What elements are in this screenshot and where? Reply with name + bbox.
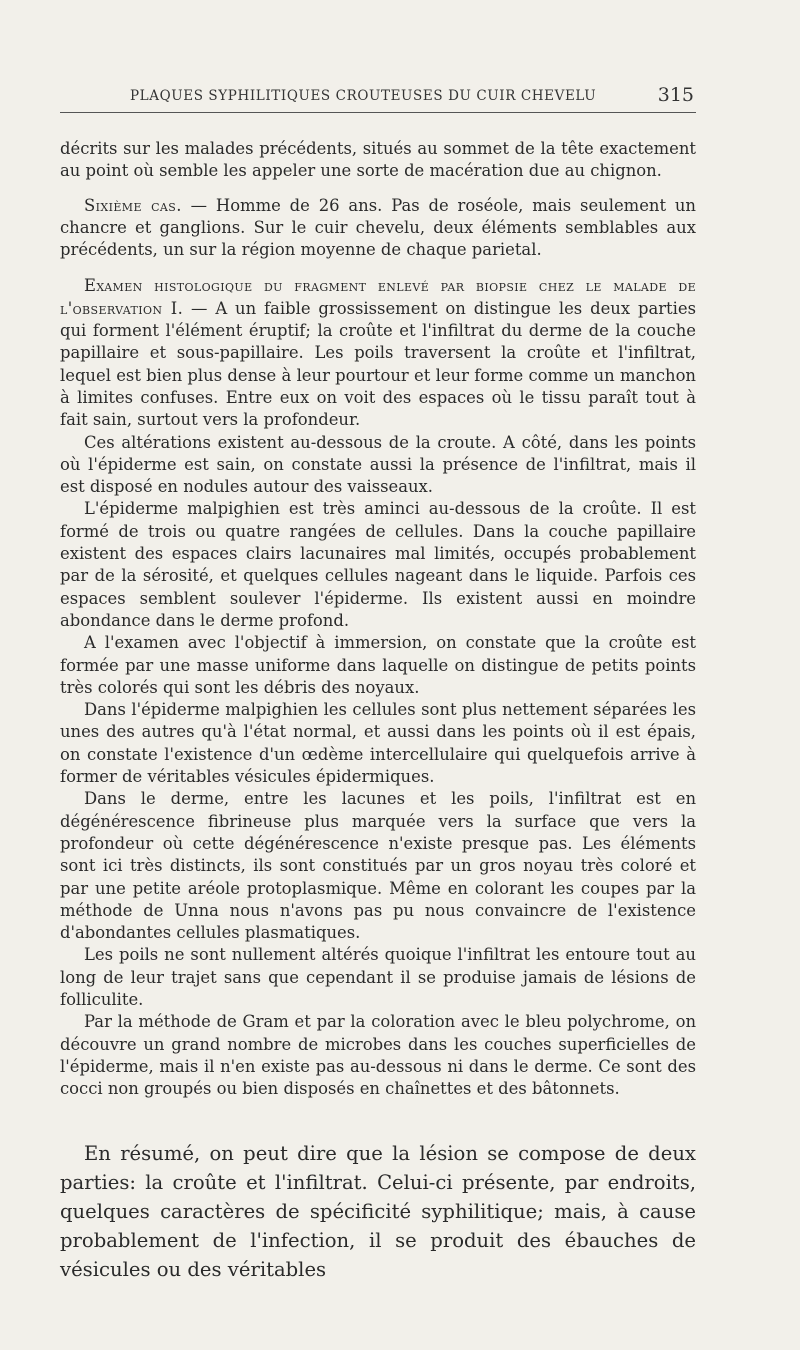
running-title: PLAQUES SYPHILITIQUES CROUTEUSES DU CUIR CHEVELU	[130, 88, 597, 104]
paragraph: L'épiderme malpighien est très aminci au-dessous de la croûte. Il est formé de trois ou quatre rangées de cellules. Dans la couche papillaire existent des espaces clairs lacunaires mal limités, occupés probablement par de la sérosité, et quelques cellules nageant dans le liquide. Parfois ces espaces semblent soulever l'épiderme. Ils existent aussi en moindre abondance dans le derme profond.	[60, 499, 696, 630]
case-label: Sixième cas.	[84, 195, 182, 215]
paragraph: Par la méthode de Gram et par la coloration avec le bleu polychrome, on découvre un grand nombre de microbes dans les couches superficielles de l'épiderme, mais il n'en existe pas au-dessous ni dans le derme. Ce sont des cocci non groupés ou bien disposés en chaînettes et des bâtonnets.	[60, 1012, 696, 1099]
paragraph: Les poils ne sont nullement altérés quoique l'infiltrat les entoure tout au long de leur trajet sans que cependant il se produise jamais de lésions de folliculite.	[60, 945, 696, 1009]
case-text: — Homme de 26 ans. Pas de roséole, mais seulement un chancre et ganglions. Sur le cuir chevelu, deux éléments semblables aux précédents, un sur la région moyenne de chaque parietal.	[60, 195, 696, 260]
summary-text	[60, 1139, 696, 1284]
page-number: 315	[657, 84, 694, 106]
section-label: Examen histologique du fragment enlevé par biopsie chez le malade de l'observation I.	[60, 276, 696, 318]
paragraph: Ces altérations existent au-dessous de la croute. A côté, dans les points où l'épiderme est sain, on constate aussi la présence de l'infiltrat, mais il est disposé en nodules autour des vaisseaux.	[60, 432, 696, 497]
section-text: — A un faible grossissement on distingue les deux parties qui forment l'élément éruptif; la croûte et l'infiltrat du derme de la couche papillaire et sous-papillaire. Les poils traversent la croûte et l'infiltrat, lequel est bien plus dense à leur pourtour et leur forme comme un manchon à limites confuses. Entre eux on voit des espaces où le tissu paraît tout à fait sain, surtout vers la profondeur.	[60, 298, 696, 430]
page-header	[60, 84, 696, 113]
paragraph-sixth-case	[60, 195, 696, 262]
body-text	[60, 138, 696, 1100]
paragraph: A l'examen avec l'objectif à immersion, on constate que la croûte est formée par une masse uniforme dans laquelle on distingue de petits points très colorés qui sont les débris des noyaux.	[60, 633, 696, 697]
paragraph: Dans le derme, entre les lacunes et les poils, l'infiltrat est en dégénérescence fibrineuse plus marquée vers la surface que vers la profondeur où cette dégénérescence n'existe presque pas. Les éléments sont ici très distincts, ils sont constitués par un gros noyau très coloré et par une petite aréole protoplasmique. Même en colorant les coupes par la méthode de Unna nous n'avons pas pu nous convaincre de l'existence d'abondantes cellules plasmatiques.	[60, 789, 696, 943]
summary-paragraph: En résumé, on peut dire que la lésion se compose de deux parties: la croûte et l'infiltrat. Celui-ci présente, par endroits, quelques caractères de spécificité syphilitique; mais, à cause probablement de l'infection, il se produit des ébauches de vésicules ou des véritables	[60, 1142, 696, 1281]
paragraph-continuation: décrits sur les malades précédents, situés au sommet de la tête exactement au point où semble les appeler une sorte de macération due au chignon.	[60, 139, 696, 181]
paragraph-histology	[60, 275, 696, 431]
paragraph: Dans l'épiderme malpighien les cellules sont plus nettement séparées les unes des autres qu'à l'état normal, et aussi dans les points où il est épais, on constate l'existence d'un œdème intercellulaire qui quelquefois arrive à former de véritables vésicules épidermiques.	[60, 700, 696, 787]
